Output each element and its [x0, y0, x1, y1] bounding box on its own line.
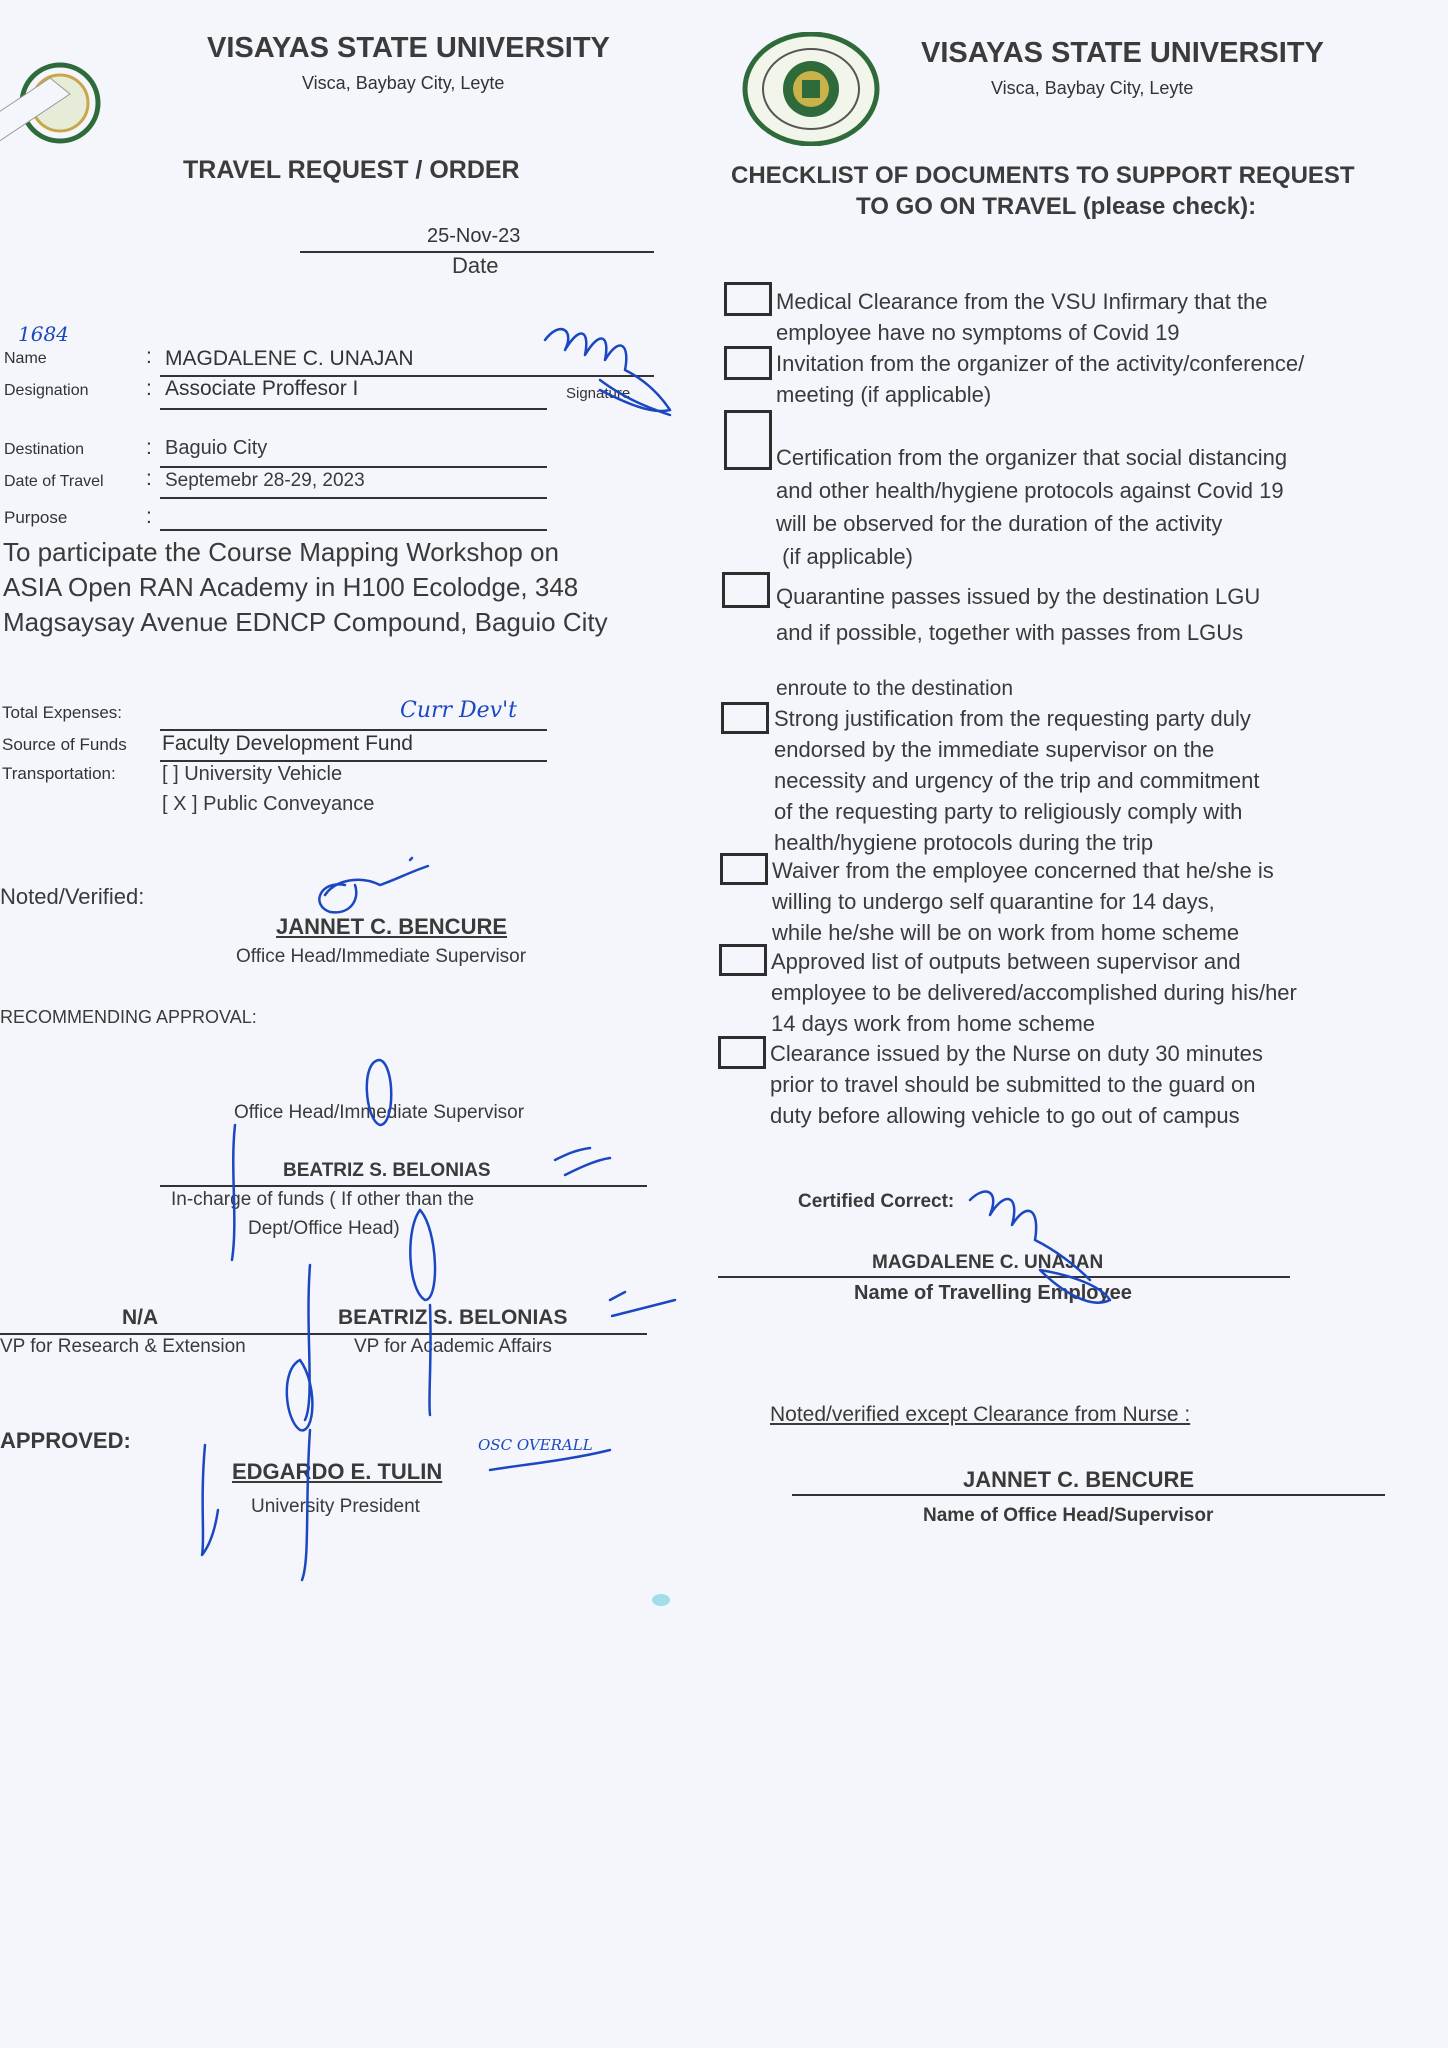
signature-requester-icon [545, 329, 670, 415]
signature-vp-academic-icon [305, 1210, 675, 1420]
signature-president-icon [202, 1360, 610, 1580]
checklist-item-line: employee to be delivered/accomplished during his/her [771, 980, 1297, 1005]
office-head-name: JANNET C. BENCURE [963, 1467, 1195, 1492]
total-expenses-label: Total Expenses: [2, 703, 123, 722]
checklist-item-line: Strong justification from the requesting party duly [774, 706, 1251, 731]
university-address-left: Visca, Baybay City, Leyte [302, 73, 505, 93]
checklist-item-line: duty before allowing vehicle to go out of campus [770, 1103, 1240, 1128]
name-value: MAGDALENE C. UNAJAN [165, 347, 414, 370]
checklist-item-line: necessity and urgency of the trip and commitment [774, 768, 1260, 793]
designation-colon: : [146, 377, 152, 400]
date-of-travel-colon: : [146, 467, 152, 490]
incharge-line1: In-charge of funds ( If other than the [171, 1189, 475, 1210]
checklist-item-line: willing to undergo self quarantine for 14 days, [772, 889, 1215, 914]
checklist-title-line1: CHECKLIST OF DOCUMENTS TO SUPPORT REQUEST [731, 162, 1355, 189]
handwritten-osc-note: OSC OVERALL [478, 1436, 593, 1454]
signature-label: Signature [566, 385, 631, 402]
recommending-title: Office Head/Immediate Supervisor [234, 1102, 525, 1123]
incharge-line2: Dept/Office Head) [248, 1218, 400, 1239]
vp-academic-title: VP for Academic Affairs [354, 1336, 552, 1357]
transport-option-university-vehicle: [ ] University Vehicle [162, 763, 343, 785]
noted-verified-label: Noted/Verified: [0, 884, 145, 909]
name-colon: : [146, 345, 152, 368]
checklist-item-line: Approved list of outputs between supervisor and [771, 949, 1241, 974]
checklist-item-line: and other health/hygiene protocols against Covid 19 [776, 478, 1284, 503]
president-name: EDGARDO E. TULIN [232, 1459, 443, 1484]
checklist-item-line: endorsed by the immediate supervisor on the [774, 737, 1215, 762]
recommending-approval-label: RECOMMENDING APPROVAL: [0, 1007, 257, 1027]
handwritten-curr-dev: Curr Dev't [400, 698, 518, 723]
destination-value: Baguio City [165, 437, 268, 459]
checklist-item-line: prior to travel should be submitted to the guard on [770, 1072, 1256, 1097]
purpose-text-line: Magsaysay Avenue EDNCP Compound, Baguio City [3, 607, 608, 637]
form-title: TRAVEL REQUEST / ORDER [183, 156, 520, 184]
designation-label: Designation [4, 382, 89, 399]
vp-research-name: N/A [122, 1306, 159, 1329]
approved-label: APPROVED: [0, 1428, 131, 1453]
noted-title: Office Head/Immediate Supervisor [236, 946, 527, 967]
checklist-item-line: meeting (if applicable) [776, 382, 992, 407]
purpose-text-line: ASIA Open RAN Academy in H100 Ecolodge, 348 [3, 572, 579, 602]
checklist-item-line: 14 days work from home scheme [771, 1011, 1096, 1036]
checklist-item-line: enroute to the destination [776, 677, 1014, 700]
transport-option-public-conveyance: [ X ] Public Conveyance [162, 793, 375, 815]
signature-noted-icon [319, 858, 428, 912]
checklist-item-line: (if applicable) [776, 544, 913, 569]
checklist-item-line: Waiver from the employee concerned that he/she is [772, 858, 1274, 883]
date-label: Date [452, 253, 499, 278]
university-address-right: Visca, Baybay City, Leyte [991, 78, 1194, 98]
transportation-label: Transportation: [2, 764, 116, 783]
purpose-text-line: To participate the Course Mapping Workshop on [3, 537, 559, 567]
date-of-travel-value: Septemebr 28-29, 2023 [165, 470, 365, 491]
signature-recommending-icon [232, 1060, 610, 1260]
certified-correct-label: Certified Correct: [798, 1191, 955, 1212]
source-funds-value: Faculty Development Fund [162, 732, 413, 755]
office-head-title: Name of Office Head/Supervisor [923, 1505, 1214, 1526]
checklist-item-line: Medical Clearance from the VSU Infirmary that the [776, 289, 1268, 314]
traveller-name: MAGDALENE C. UNAJAN [872, 1252, 1104, 1273]
checklist-item-line: and if possible, together with passes from LGUs [776, 620, 1244, 645]
checklist-item-line: employee have no symptoms of Covid 19 [776, 320, 1180, 345]
designation-value: Associate Proffesor I [165, 377, 359, 400]
date-value: 25-Nov-23 [427, 225, 521, 247]
checklist-item-line: Invitation from the organizer of the activity/conference/ [776, 351, 1305, 376]
purpose-colon: : [146, 505, 152, 528]
checklist-title-line2: TO GO ON TRAVEL (please check): [856, 193, 1257, 220]
signature-certified-icon [970, 1192, 1110, 1303]
name-label: Name [4, 350, 47, 367]
checklist-item-line: will be observed for the duration of the activity [776, 511, 1223, 536]
recommending-name: BEATRIZ S. BELONIAS [283, 1160, 491, 1181]
purpose-label: Purpose [4, 508, 68, 527]
president-title: University President [251, 1496, 420, 1517]
checklist-item-line: health/hygiene protocols during the trip [774, 830, 1154, 855]
destination-label: Destination [4, 441, 85, 458]
checklist-item-line: Clearance issued by the Nurse on duty 30 minutes [770, 1041, 1263, 1066]
checklist-item-line: Certification from the organizer that social distancing [776, 445, 1288, 470]
noted-name: JANNET C. BENCURE [276, 914, 508, 939]
university-name-left: VISAYAS STATE UNIVERSITY [207, 32, 610, 64]
traveller-title: Name of Travelling Employee [854, 1282, 1132, 1304]
checklist-item-line: while he/she will be on work from home scheme [772, 920, 1240, 945]
university-name-right: VISAYAS STATE UNIVERSITY [921, 37, 1324, 69]
vp-research-title: VP for Research & Extension [0, 1336, 246, 1357]
date-of-travel-label: Date of Travel [4, 473, 104, 490]
noted-except-label: Noted/verified except Clearance from Nurse : [770, 1403, 1191, 1426]
vp-academic-name: BEATRIZ S. BELONIAS [338, 1306, 568, 1329]
source-funds-label: Source of Funds [2, 735, 127, 754]
handwritten-id-note: 1684 [18, 322, 69, 346]
checklist-item-line: Quarantine passes issued by the destination LGU [776, 584, 1261, 609]
destination-colon: : [146, 436, 152, 459]
ink-stain [652, 1594, 670, 1606]
checklist-item-line: of the requesting party to religiously comply with [774, 799, 1243, 824]
